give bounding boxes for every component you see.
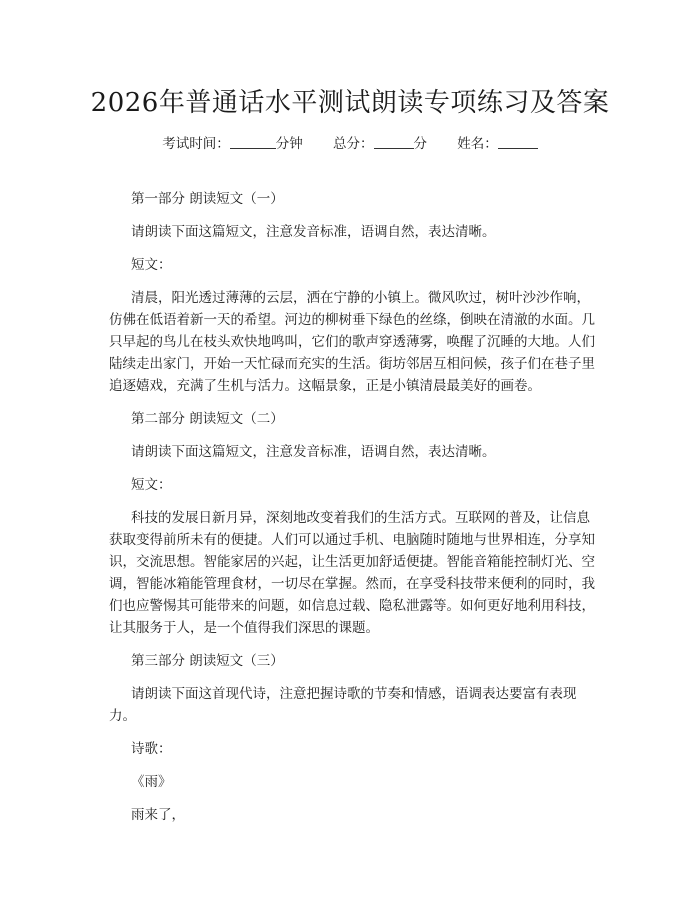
name-field [457,136,538,152]
exam-time-field [162,136,307,152]
exam-meta [0,132,700,152]
section-instruction: 请朗读下面这篇短文，注意发音标准，语调自然，表达清晰。 [131,444,496,460]
section-heading: 第三部分 朗读短文（三） [131,653,284,669]
total-score-label: 总分： [333,136,374,152]
section-instruction: 请朗读下面这篇短文，注意发音标准，语调自然，表达清晰。 [131,224,496,240]
document-body [109,188,599,837]
total-score-field [333,136,431,152]
passage-label: 短文： [131,477,172,493]
name-blank[interactable] [498,136,538,149]
section-instruction: 请朗读下面这首现代诗，注意把握诗歌的节奏和情感，语调表达要富有表现力。 [109,686,577,724]
exam-time-unit: 分钟 [275,136,303,152]
total-score-blank[interactable] [374,136,414,149]
poem-label: 诗歌： [131,741,172,757]
poem-title: 《雨》 [131,774,172,790]
document-title: 2026年普通话水平测试朗读专项练习及答案 [90,88,610,118]
passage-text: 科技的发展日新月异，深刻地改变着我们的生活方式。互联网的普及，让信息获取变得前所未有的便捷。人们可以通过手机、电脑随时随地与世界相连，分享知识，交流思想。智能家居的兴起，让生活更加舒适便捷。智能音箱能控制灯光、空调，智能冰箱能管理食材，一切尽在掌握。然而，在享受科技带来便利的同时，我们也应警惕其可能带来的问题，如信息过载、隐私泄露等。如何更好地利用科技，让其服务于人，是一个值得我们深思的课题。 [109,510,595,636]
passage-label: 短文： [131,257,172,273]
name-label: 姓名： [457,136,498,152]
exam-time-blank[interactable] [230,136,276,149]
section-heading: 第二部分 朗读短文（二） [131,411,284,427]
passage-text: 清晨，阳光透过薄薄的云层，洒在宁静的小镇上。微风吹过，树叶沙沙作响，仿佛在低语着新一天的希望。河边的柳树垂下绿色的丝绦，倒映在清澈的水面。几只早起的鸟儿在枝头欢快地鸣叫，它们的歌声穿透薄雾，唤醒了沉睡的大地。人们陆续走出家门，开始一天忙碌而充实的生活。街坊邻居互相问候，孩子们在巷子里追逐嬉戏，充满了生机与活力。这幅景象，正是小镇清晨最美好的画卷。 [109,290,595,394]
section-heading: 第一部分 朗读短文（一） [131,191,284,207]
exam-time-label: 考试时间： [162,136,230,152]
poem-line: 雨来了， [131,807,185,823]
total-score-unit: 分 [413,136,427,152]
